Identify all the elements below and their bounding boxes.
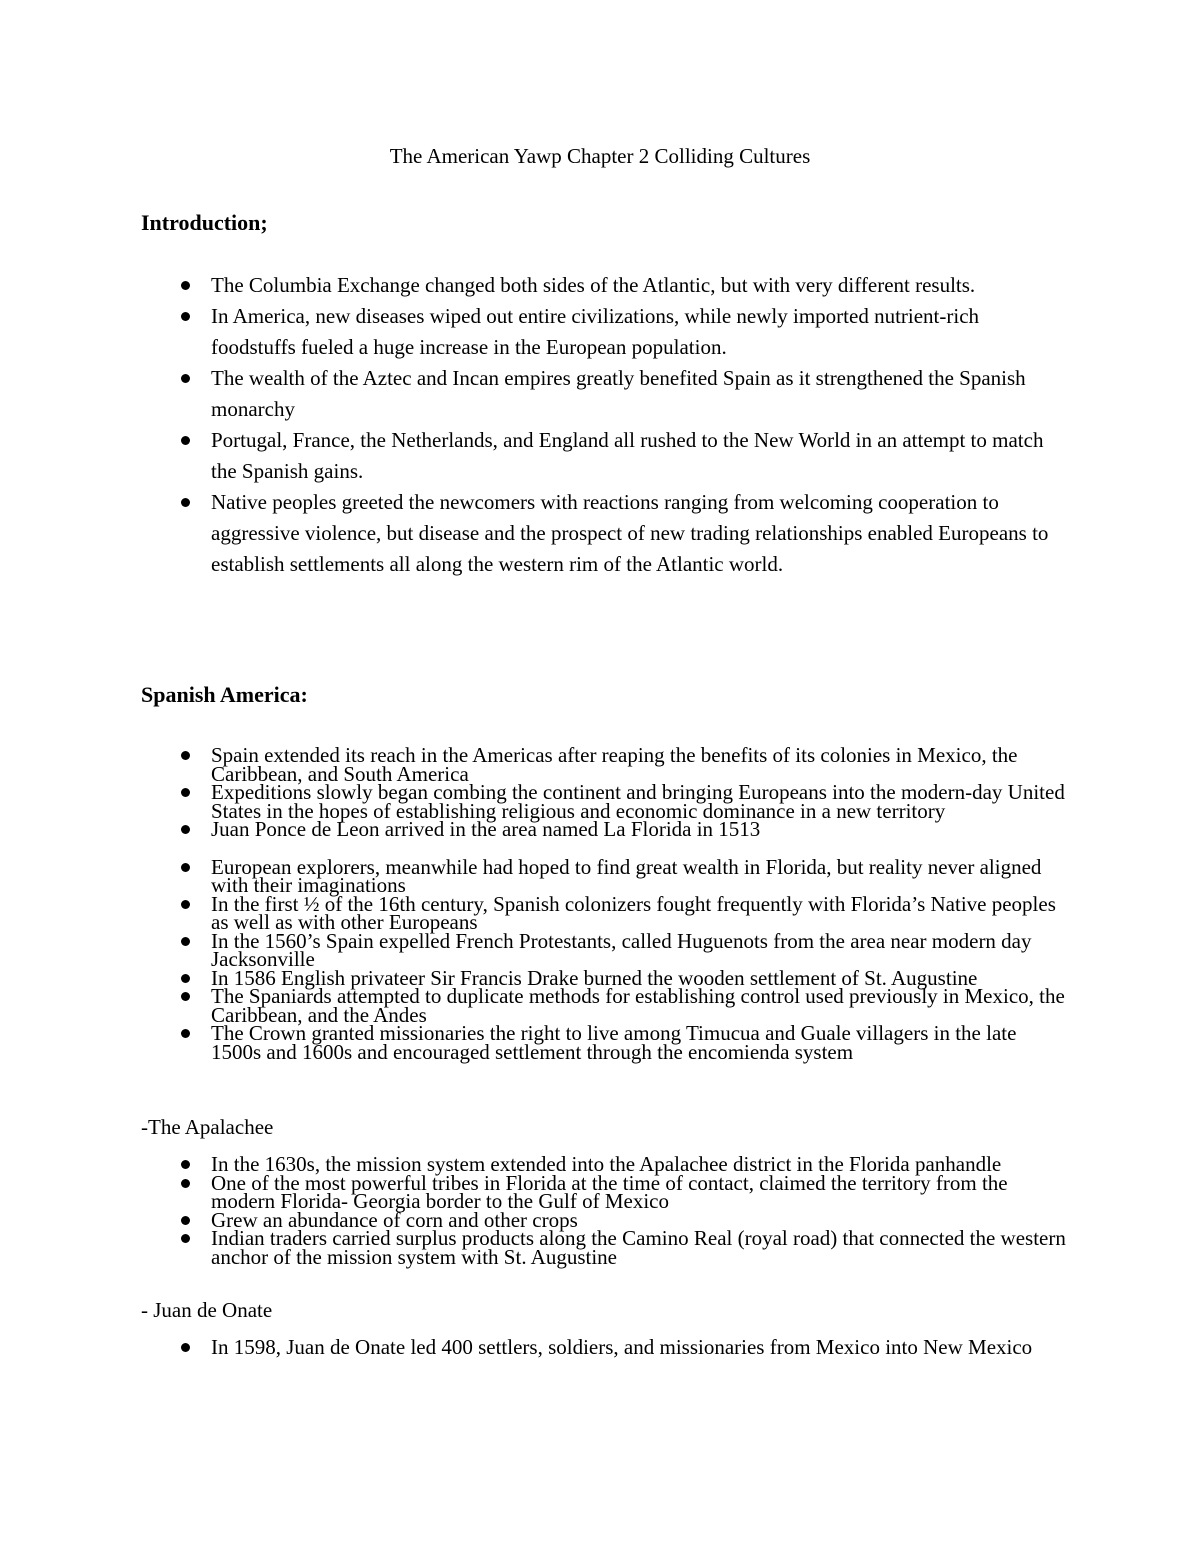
bullet-icon xyxy=(181,1179,190,1188)
onate-list xyxy=(141,1335,1066,1359)
bullet-icon xyxy=(181,281,190,290)
list-item xyxy=(141,891,1066,934)
list-item-text: In the 1630s, the mission system extended into the Apalachee district in the Florida panhandle xyxy=(211,1152,1002,1176)
list-item-text: In the 1560’s Spain expelled French Protestants, called Huguenots from the area near modern day Jacksonville xyxy=(211,928,1032,971)
list-item xyxy=(141,363,1066,425)
list-item xyxy=(141,301,1066,363)
list-item-text: One of the most powerful tribes in Florida at the time of contact, claimed the territory from the modern Florida- Georgia border to the Gulf of Mexico xyxy=(211,1170,1008,1213)
list-item-text: Spain extended its reach in the Americas after reaping the benefits of its colonies in Mexico, the Caribbean, and South America xyxy=(211,743,1018,786)
list-item xyxy=(141,1226,1066,1269)
list-item xyxy=(141,1170,1066,1213)
bullet-icon xyxy=(181,974,190,983)
list-item-text: In 1586 English privateer Sir Francis Drake burned the wooden settlement of St. Augustine xyxy=(211,965,978,990)
bullet-icon xyxy=(181,1343,190,1352)
list-item-text: The Crown granted missionaries the right to live among Timucua and Guale villagers in the late 1500s and 1600s and encouraged settlement through the encomienda system xyxy=(211,1021,1017,1064)
list-item xyxy=(141,1335,1066,1359)
bullet-icon xyxy=(181,1029,190,1038)
list-item xyxy=(141,743,1066,786)
list-item xyxy=(141,1021,1066,1064)
list-item-text: Portugal, France, the Netherlands, and England all rushed to the New World in an attempt to match the Spanish gains. xyxy=(211,428,1044,483)
list-item-text: Indian traders carried surplus products along the Camino Real (royal road) that connected the western anchor of the mission system with St. Augustine xyxy=(211,1226,1066,1269)
bullet-icon xyxy=(181,1160,190,1169)
bullet-icon xyxy=(181,788,190,797)
list-item-text: Native peoples greeted the newcomers with reactions ranging from welcoming cooperation to aggressive violence, but disease and the prospect of new trading relationships enabled Europeans to establish settlements all along the western rim of the Atlantic world. xyxy=(211,490,1049,576)
list-item-text: European explorers, meanwhile had hoped to find great wealth in Florida, but reality never aligned with their imaginations xyxy=(211,854,1042,897)
list-item xyxy=(141,487,1066,580)
list-item-text: The Columbia Exchange changed both sides of the Atlantic, but with very different results. xyxy=(211,273,976,297)
list-item xyxy=(141,425,1066,487)
list-item xyxy=(141,984,1066,1027)
apalachee-list xyxy=(141,1152,1066,1269)
list-item xyxy=(141,854,1066,897)
list-item-text: Juan Ponce de Leon arrived in the area named La Florida in 1513 xyxy=(211,817,761,841)
list-item-text: Expeditions slowly began combing the continent and bringing Europeans into the modern-day United States in the hopes of establishing religious and economic dominance in a new territory xyxy=(211,780,1065,823)
bullet-icon xyxy=(181,825,190,834)
bullet-icon xyxy=(181,312,190,321)
bullet-icon xyxy=(181,992,190,1001)
bullet-icon xyxy=(181,498,190,507)
onate-heading: - Juan de Onate xyxy=(141,1298,273,1322)
list-item xyxy=(141,270,1066,301)
apalachee-heading: -The Apalachee xyxy=(141,1115,274,1139)
list-item-text: Grew an abundance of corn and other crops xyxy=(211,1207,578,1232)
introduction-heading: Introduction; xyxy=(141,210,268,235)
list-item-text: In the first ½ of the 16th century, Spanish colonizers fought frequently with Florida’s Native peoples as well as with other Europeans xyxy=(211,891,1056,934)
bullet-icon xyxy=(181,374,190,383)
bullet-icon xyxy=(181,751,190,760)
bullet-icon xyxy=(181,937,190,946)
list-item-text: In America, new diseases wiped out entire civilizations, while newly imported nutrient-rich foodstuffs fueled a huge increase in the European population. xyxy=(211,304,980,359)
list-item xyxy=(141,780,1066,823)
bullet-icon xyxy=(181,1234,190,1243)
list-item xyxy=(141,817,1066,841)
list-item-text: The wealth of the Aztec and Incan empires greatly benefited Spain as it strengthened the Spanish monarchy xyxy=(211,366,1026,421)
list-item xyxy=(141,928,1066,971)
spanish-america-heading: Spanish America: xyxy=(141,682,308,707)
document-title: The American Yawp Chapter 2 Colliding Cultures xyxy=(389,144,811,168)
list-item-text: The Spaniards attempted to duplicate methods for establishing control used previously in Mexico, the Caribbean, and the Andes xyxy=(211,984,1065,1027)
bullet-icon xyxy=(181,863,190,872)
bullet-icon xyxy=(181,1216,190,1225)
list-item-text: In 1598, Juan de Onate led 400 settlers, soldiers, and missionaries from Mexico into New Mexico xyxy=(211,1335,1033,1359)
bullet-icon xyxy=(181,900,190,909)
spanish-america-list xyxy=(141,743,1066,1064)
bullet-icon xyxy=(181,436,190,445)
introduction-list xyxy=(141,270,1066,580)
